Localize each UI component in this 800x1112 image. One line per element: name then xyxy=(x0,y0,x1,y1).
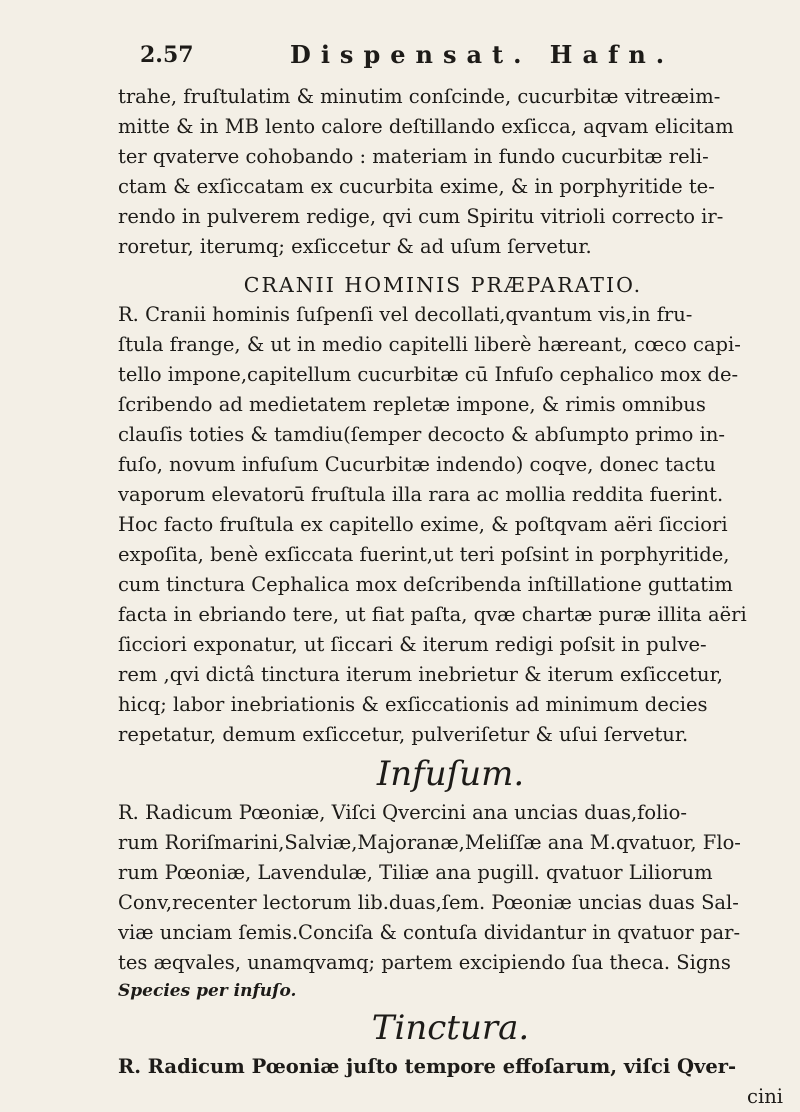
paragraph-opening xyxy=(118,82,783,262)
text-line: rum Roriſmarini,Salviæ,Majoranæ,Meliſſæ ana M.qvatuor, Flo- xyxy=(118,831,741,854)
text-line: roretur, iterumq; exſiccetur & ad uſum ſervetur. xyxy=(118,235,592,258)
section-title-tinctura: Tinctura. xyxy=(371,1008,530,1048)
text-line: Hoc facto fruſtula ex capitello exime, & poſtqvam aëri ſicciori xyxy=(118,513,728,536)
text-line: mitte & in MB lento calore deſtillando exſicca, aqvam elicitam xyxy=(118,115,734,138)
text-line: rum Pœoniæ, Lavendulæ, Tiliæ ana pugill. qvatuor Liliorum xyxy=(118,861,713,884)
text-line: hicq; labor inebriationis & exſiccationis ad minimum decies xyxy=(118,693,708,716)
text-line: expoſita, benè exſiccata fuerint,ut teri poſsint in porphyritide, xyxy=(118,543,730,566)
text-line: ſcribendo ad medietatem repletæ impone, & rimis omnibus xyxy=(118,393,706,416)
running-head: Dispensat. Hafn. xyxy=(290,40,675,69)
text-line: ſicciori exponatur, ut ſiccari & iterum redigi poſsit in pulve- xyxy=(118,633,707,656)
text-line: tes æqvales, unamqvamq; partem excipiendo ſua theca. Signs xyxy=(118,951,731,974)
catchword: cini xyxy=(747,1085,783,1108)
text-line: clauſis toties & tamdiu(ſemper decocto & abſumpto primo in- xyxy=(118,423,726,446)
section-title-infusum: Infuſum. xyxy=(376,754,525,794)
text-line: cum tinctura Cephalica mox deſcribenda inſtillatione guttatim xyxy=(118,573,733,596)
text-line: ctam & exſiccatam ex cucurbita exime, & in porphyritide te- xyxy=(118,175,715,198)
text-line: rem ,qvi dictâ tinctura iterum inebrietur & iterum exſiccetur, xyxy=(118,663,723,686)
text-line: viæ unciam ſemis.Conciſa & contuſa dividantur in qvatuor par- xyxy=(118,921,741,944)
text-line: trahe, fruſtulatim & minutim conſcinde, cucurbitæ vitreæim- xyxy=(118,85,721,108)
paragraph-infusum xyxy=(118,798,783,978)
text-line: R. Cranii hominis ſuſpenſi vel decollati,qvantum vis,in fru- xyxy=(118,303,693,326)
text-line: ter qvaterve cohobando : materiam in fundo cucurbitæ reli- xyxy=(118,145,709,168)
page-body xyxy=(118,82,783,1112)
text-line: repetatur, demum exſiccetur, pulveriſetur & uſui ſervetur. xyxy=(118,723,689,746)
text-line: R. Radicum Pœoniæ, Viſci Qvercini ana uncias duas,folio- xyxy=(118,801,687,824)
text-line: vaporum elevatorū fruſtula illa rara ac mollia reddita fuerint. xyxy=(118,483,724,506)
section-title-cranii: CRANII HOMINIS PRÆPARATIO. xyxy=(243,273,643,297)
text-line: tello impone,capitellum cucurbitæ cū Infuſo cephalico mox de- xyxy=(118,363,739,386)
page-header xyxy=(140,36,675,72)
text-line: Conv,recenter lectorum lib.duas,ſem. Pœoniæ uncias duas Sal- xyxy=(118,891,739,914)
text-line-tinctura: R. Radicum Pœoniæ juſto tempore effoſarum, viſci Qver- xyxy=(118,1055,737,1078)
text-line: fuſo, novum infuſum Cucurbitæ indendo) coqve, donec tactu xyxy=(118,453,716,476)
paragraph-cranii xyxy=(118,300,783,750)
text-line: rendo in pulverem redige, qvi cum Spiritu vitrioli correcto ir- xyxy=(118,205,724,228)
species-note: Species per infuſo. xyxy=(118,981,297,1001)
text-line: ſtula frange, & ut in medio capitelli liberè hæreant, cœco capi- xyxy=(118,333,741,356)
page-number: 2.57 xyxy=(140,42,194,68)
text-line: facta in ebriando tere, ut fiat paſta, qvæ chartæ puræ illita aëri xyxy=(118,603,747,626)
